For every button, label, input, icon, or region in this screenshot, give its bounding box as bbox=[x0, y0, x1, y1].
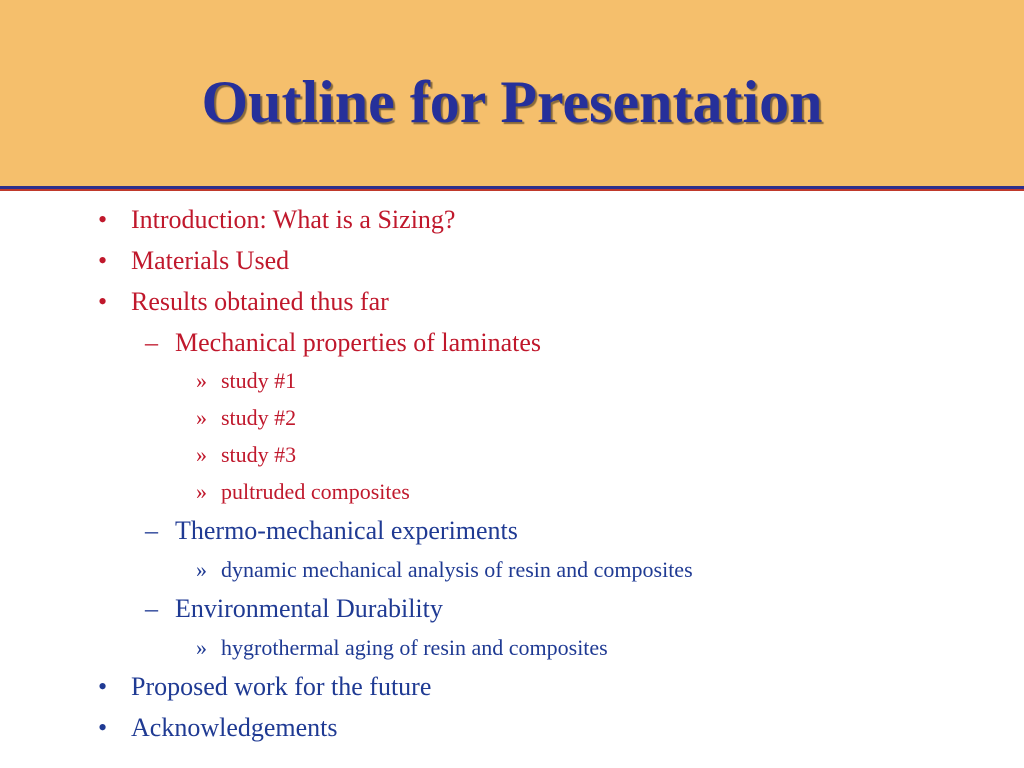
bullet-marker: • bbox=[98, 672, 108, 701]
chevron-marker: » bbox=[196, 635, 207, 660]
outline-item-text: Environmental Durability bbox=[175, 594, 443, 623]
bullet-marker: • bbox=[98, 246, 108, 275]
bullet-marker: • bbox=[98, 287, 108, 316]
chevron-marker: » bbox=[196, 405, 207, 430]
dash-marker: – bbox=[145, 594, 158, 623]
slide-title: Outline for Presentation bbox=[201, 69, 823, 135]
outline-item-text: pultruded composites bbox=[221, 479, 410, 504]
chevron-marker: » bbox=[196, 442, 207, 467]
outline-item-text: dynamic mechanical analysis of resin and composites bbox=[221, 557, 693, 582]
chevron-marker: » bbox=[196, 479, 207, 504]
outline-item-text: study #3 bbox=[221, 442, 297, 467]
outline-item-text: Mechanical properties of laminates bbox=[175, 328, 542, 357]
chevron-marker: » bbox=[196, 368, 207, 393]
outline-item-text: hygrothermal aging of resin and composites bbox=[221, 635, 608, 660]
outline-item-text: Acknowledgements bbox=[131, 713, 338, 742]
bullet-marker: • bbox=[98, 205, 108, 234]
outline-item-text: Thermo-mechanical experiments bbox=[175, 516, 518, 545]
outline-item-text: Introduction: What is a Sizing? bbox=[131, 205, 456, 234]
outline-item-text: Materials Used bbox=[131, 246, 290, 275]
dash-marker: – bbox=[145, 328, 158, 357]
outline-item-text: Proposed work for the future bbox=[131, 672, 432, 701]
dash-marker: – bbox=[145, 516, 158, 545]
chevron-marker: » bbox=[196, 557, 207, 582]
outline-item-text: study #2 bbox=[221, 405, 297, 430]
bullet-marker: • bbox=[98, 713, 108, 742]
outline-item-text: study #1 bbox=[221, 368, 297, 393]
outline-item-text: Results obtained thus far bbox=[131, 287, 389, 316]
